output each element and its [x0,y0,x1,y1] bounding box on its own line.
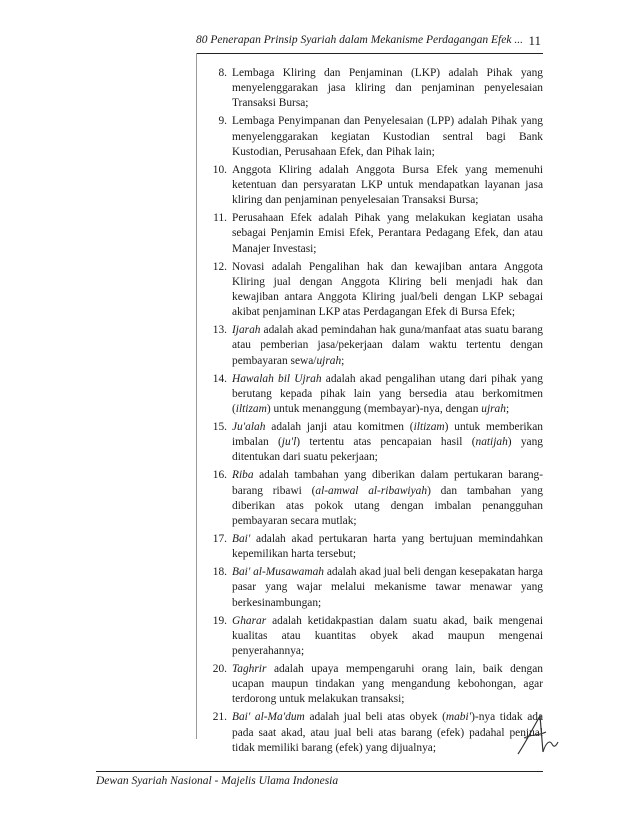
italic-term: Ju'alah [232,421,266,434]
italic-term: Riba [232,469,254,482]
margin-divider [196,53,197,739]
list-item [200,420,543,466]
item-text [230,662,543,708]
item-text [230,372,543,418]
italic-term: iltizam [413,421,445,434]
text-run: adalah akad pertukaran harta yang bertujuan memindahkan kepemilikan harta tersebut; [232,533,543,561]
list-item [200,662,543,708]
italic-term: Bai' al-Musawamah [232,566,324,579]
text-run: adalah ketidakpastian dalam suatu akad, baik mengenai kualitas atau kuantitas obyek akad maupun mengenai penyerahannya; [232,614,543,658]
item-number: 11. [213,212,227,225]
text-run: Lembaga Kliring dan Penjaminan (LKP) adalah Pihak yang menyelenggarakan jasa kliring dan penjaminan penyelesaian Transaksi Bursa; [232,67,543,110]
list-item [200,66,543,112]
footer-text: Dewan Syariah Nasional - Majelis Ulama Indonesia [96,775,339,787]
header-divider [196,53,543,54]
item-text [230,211,543,257]
list-item [200,163,543,209]
italic-term: Hawalah bil Ujrah [232,372,322,385]
item-text [230,468,543,529]
item-number: 13. [212,324,227,337]
italic-term: natijah [475,436,508,449]
item-text [230,710,543,756]
list-item [200,532,543,562]
item-text [230,420,543,466]
text-run: adalah upaya mempengaruhi orang lain, baik dengan ucapan maupun tindakan yang mengandung kebohongan, agar terdorong untuk melakukan transaksi; [232,663,543,706]
text-run: ) dan tambahan yang diberikan atas pokok utang dengan imbalan penangguhan pembayaran secara mutlak; [232,484,543,528]
list-item [200,710,543,756]
item-number: 10. [212,163,227,176]
italic-term: al-amwal al-ribawiyah [315,484,428,497]
item-number: 8. [218,67,227,79]
definition-list [200,66,543,759]
text-run: Novasi adalah Pengalihan hak dan kewajiban antara Anggota Kliring jual dengan Anggota Kliring beli menjadi hak dan kewajiban antara Anggota Kliring jual/beli dengan LKP sebagai akibat penjaminan LKP atas Perdagangan Efek di Bursa Efek; [232,260,543,319]
header-title: 80 Penerapan Prinsip Syariah dalam Mekanisme Perdagangan Efek ... [196,34,523,46]
list-item [200,260,543,321]
item-number: 19. [212,614,227,627]
italic-term: Bai' [232,533,251,546]
text-run: adalah akad pengalihan utang dari pihak yang berutang kepada pihak lain yang bersedia atau berkomitmen ( [232,372,543,416]
list-item [200,372,543,418]
running-header [196,32,543,52]
text-run: )-nya tidak ada pada saat akad, atau jual beli atas barang (efek) padahal penjual tidak memiliki barang (efek) yang dijualnya; [232,711,544,754]
item-text [230,66,543,112]
footer-divider [96,771,543,772]
italic-term: Gharar [232,614,267,627]
text-run: adalah akad jual beli dengan kesepakatan harga pasar yang wajar melalui mekanisme tawar menawar yang berkesinambungan; [232,566,543,609]
list-item [200,323,543,369]
item-text [230,532,543,562]
text-run: ; [341,354,345,367]
text-run: Anggota Kliring adalah Anggota Bursa Efek yang memenuhi ketentuan dan persyaratan LKP untuk mendapatkan layanan jasa kliring dan penjaminan penyelesaian Transaksi Bursa; [232,163,543,207]
text-run: adalah janji atau komitmen ( [265,421,414,434]
text-run: ) untuk memberikan imbalan ( [232,421,543,449]
italic-term: Ijarah [232,324,261,337]
text-run: ) tertentu atas pencapaian hasil ( [296,436,476,449]
text-run: Perusahaan Efek adalah Pihak yang melakukan kegiatan usaha sebagai Penjamin Emisi Efek, Perantara Pedagang Efek, dan atau Manajer Investasi; [232,212,543,255]
italic-term: mabi' [445,711,472,724]
text-run: ) untuk menanggung (membayar)-nya, dengan [266,403,482,416]
italic-term: ju'l [281,436,297,449]
item-number: 21. [212,711,227,724]
text-run: ; [505,403,510,416]
italic-term: Bai' al-Ma'dum [232,711,305,724]
italic-term: Taghrir [232,663,267,676]
page-number: 11 [528,33,541,48]
item-number: 16. [212,469,227,482]
italic-term: ujrah [316,354,342,367]
item-text [230,614,543,660]
list-item [200,211,543,257]
item-number: 20. [212,663,227,676]
item-text [230,565,543,611]
item-number: 17. [212,533,227,546]
signature-mark [512,712,560,758]
item-text [230,323,543,369]
item-text [230,163,543,209]
item-text [230,260,543,321]
text-run: Lembaga Penyimpanan dan Penyelesaian (LPP) adalah Pihak yang menyelenggarakan kegiatan Kustodian sentral bagi Bank Kustodian, Perusahaan Efek, dan Pihak lain; [232,115,543,158]
text-run: adalah jual beli atas obyek ( [304,711,446,724]
list-item [200,565,543,611]
item-number: 9. [218,115,227,128]
italic-term: iltizam [235,403,267,416]
text-run: adalah tambahan yang diberikan dalam pertukaran barang-barang ribawi ( [232,469,543,497]
item-number: 14. [212,372,227,385]
item-text [230,114,543,160]
item-number: 15. [212,421,227,434]
item-number: 12. [212,260,227,273]
text-run: ) yang ditentukan dari suatu pekerjaan; [232,436,543,464]
item-number: 18. [212,566,227,579]
list-item [200,614,543,660]
text-run: adalah akad pemindahan hak guna/manfaat atas suatu barang atau pemberian jasa/pekerjaan dalam waktu tertentu dengan pembayaran sewa/ [232,324,543,367]
italic-term: ujrah [481,403,506,416]
list-item [200,114,543,160]
list-item [200,468,543,529]
